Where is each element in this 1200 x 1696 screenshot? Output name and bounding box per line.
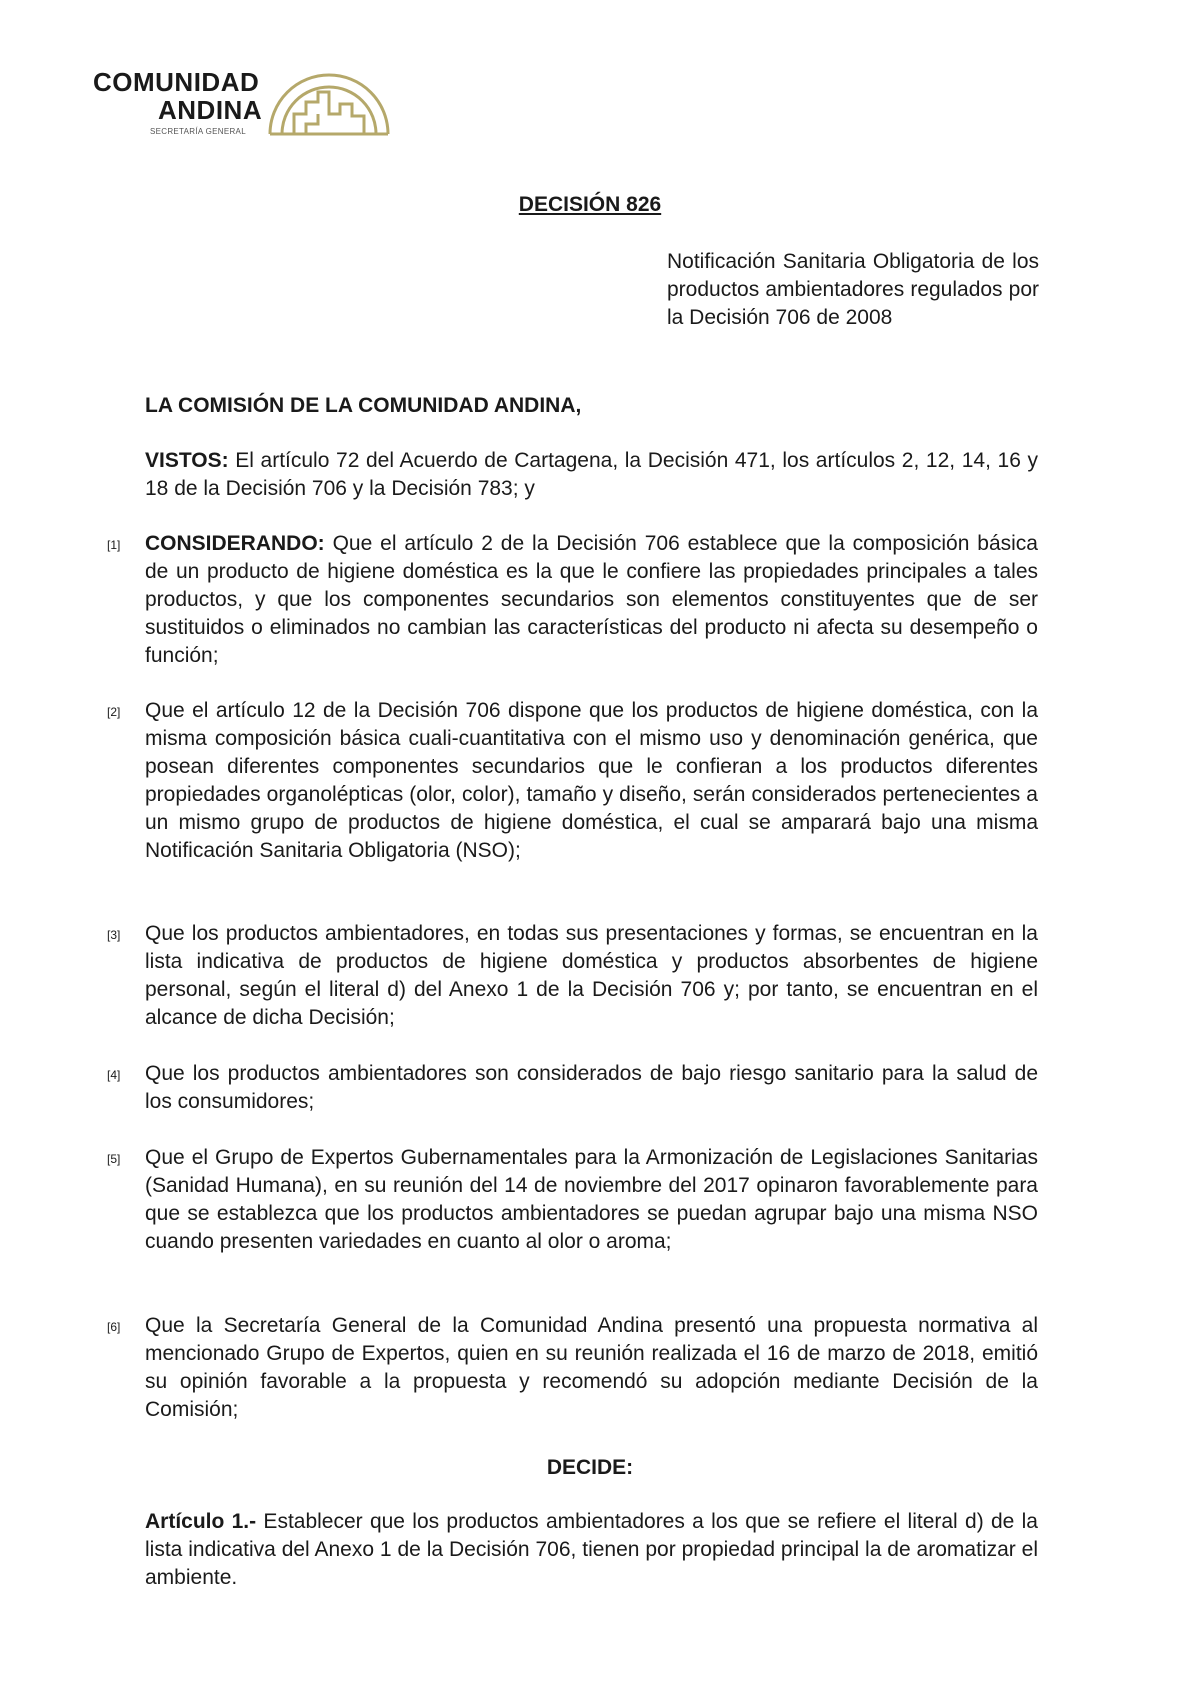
- vistos-paragraph: [145, 447, 1038, 503]
- logo-line1: COMUNIDAD: [93, 67, 260, 97]
- article-1-text: Establecer que los productos ambientadores a los que se refiere el literal d) de la lista indicativa del Anexo 1 de la Decisión 706, tienen por propiedad principal la de aromatizar el ambiente.: [145, 1510, 1038, 1589]
- paragraph-marker: [4]: [107, 1068, 121, 1082]
- considerando-paragraph-4: Que los productos ambientadores son considerados de bajo riesgo sanitario para la salud de los consumidores;: [145, 1062, 1038, 1113]
- considerando-paragraph-1: [145, 530, 1038, 670]
- decision-subject: Notificación Sanitaria Obligatoria de los productos ambientadores regulados por la Decisión 706 de 2008: [667, 250, 1039, 329]
- decision-title: DECISIÓN 826: [518, 193, 662, 216]
- andean-emblem-icon: [266, 66, 392, 136]
- paragraph-text: Que el artículo 2 de la Decisión 706 establece que la composición básica de un producto de higiene doméstica es la que le confiere las propiedades principales a tales productos, y que los componentes secundarios son elementos constituyentes que de ser sustituidos o eliminados no cambian las características del producto ni afecta su desempeño o función;: [145, 532, 1038, 667]
- considerando-paragraph-2: Que el artículo 12 de la Decisión 706 dispone que los productos de higiene doméstica, con la misma composición básica cuali-cuantitativa con el mismo uso y denominación genérica, que posean diferentes componentes secundarios que le confieran a los productos diferentes propiedades organolépticas (olor, color), tamaño y diseño, serán considerados pertenecientes a un mismo grupo de productos de higiene doméstica, el cual se amparará bajo una misma Notificación Sanitaria Obligatoria (NSO);: [145, 699, 1038, 862]
- paragraph-marker: [2]: [107, 705, 121, 719]
- paragraph-marker: [1]: [107, 538, 121, 552]
- considerando-label: CONSIDERANDO:: [145, 532, 325, 555]
- article-1-label: Artículo 1.-: [145, 1510, 257, 1533]
- logo-line2: ANDINA: [158, 95, 263, 125]
- vistos-label: VISTOS:: [145, 449, 229, 472]
- paragraph-marker: [3]: [107, 928, 121, 942]
- logo-text: [93, 68, 262, 124]
- paragraph-marker: [6]: [107, 1320, 121, 1334]
- considerando-paragraph-5: Que el Grupo de Expertos Gubernamentales para la Armonización de Legislaciones Sanitarias (Sanidad Humana), en su reunión del 14 de noviembre del 2017 opinaron favorablemente para que se establezca que los productos ambientadores se puedan agrupar bajo una misma NSO cuando presenten variedades en cuanto al olor o aroma;: [145, 1146, 1038, 1253]
- considerando-paragraph-6: Que la Secretaría General de la Comunidad Andina presentó una propuesta normativa al mencionado Grupo de Expertos, quien en su reunión realizada el 16 de marzo de 2018, emitió su opinión favorable a la propuesta y recomendó su adopción mediante Decisión de la Comisión;: [145, 1314, 1038, 1421]
- vistos-text: El artículo 72 del Acuerdo de Cartagena, la Decisión 471, los artículos 2, 12, 14, 16 y 18 de la Decisión 706 y la Decisión 783; y: [145, 449, 1038, 500]
- logo-subtitle: SECRETARÍA GENERAL: [150, 127, 246, 136]
- decide-heading: DECIDE:: [546, 1456, 634, 1479]
- article-1-paragraph: [145, 1508, 1038, 1592]
- commission-heading: LA COMISIÓN DE LA COMUNIDAD ANDINA,: [145, 394, 582, 417]
- paragraph-marker: [5]: [107, 1152, 121, 1166]
- comunidad-andina-logo: [88, 60, 408, 150]
- considerando-paragraph-3: Que los productos ambientadores, en todas sus presentaciones y formas, se encuentran en la lista indicativa de productos de higiene doméstica y productos absorbentes de higiene personal, según el literal d) del Anexo 1 de la Decisión 706 y; por tanto, se encuentran en el alcance de dicha Decisión;: [145, 922, 1038, 1029]
